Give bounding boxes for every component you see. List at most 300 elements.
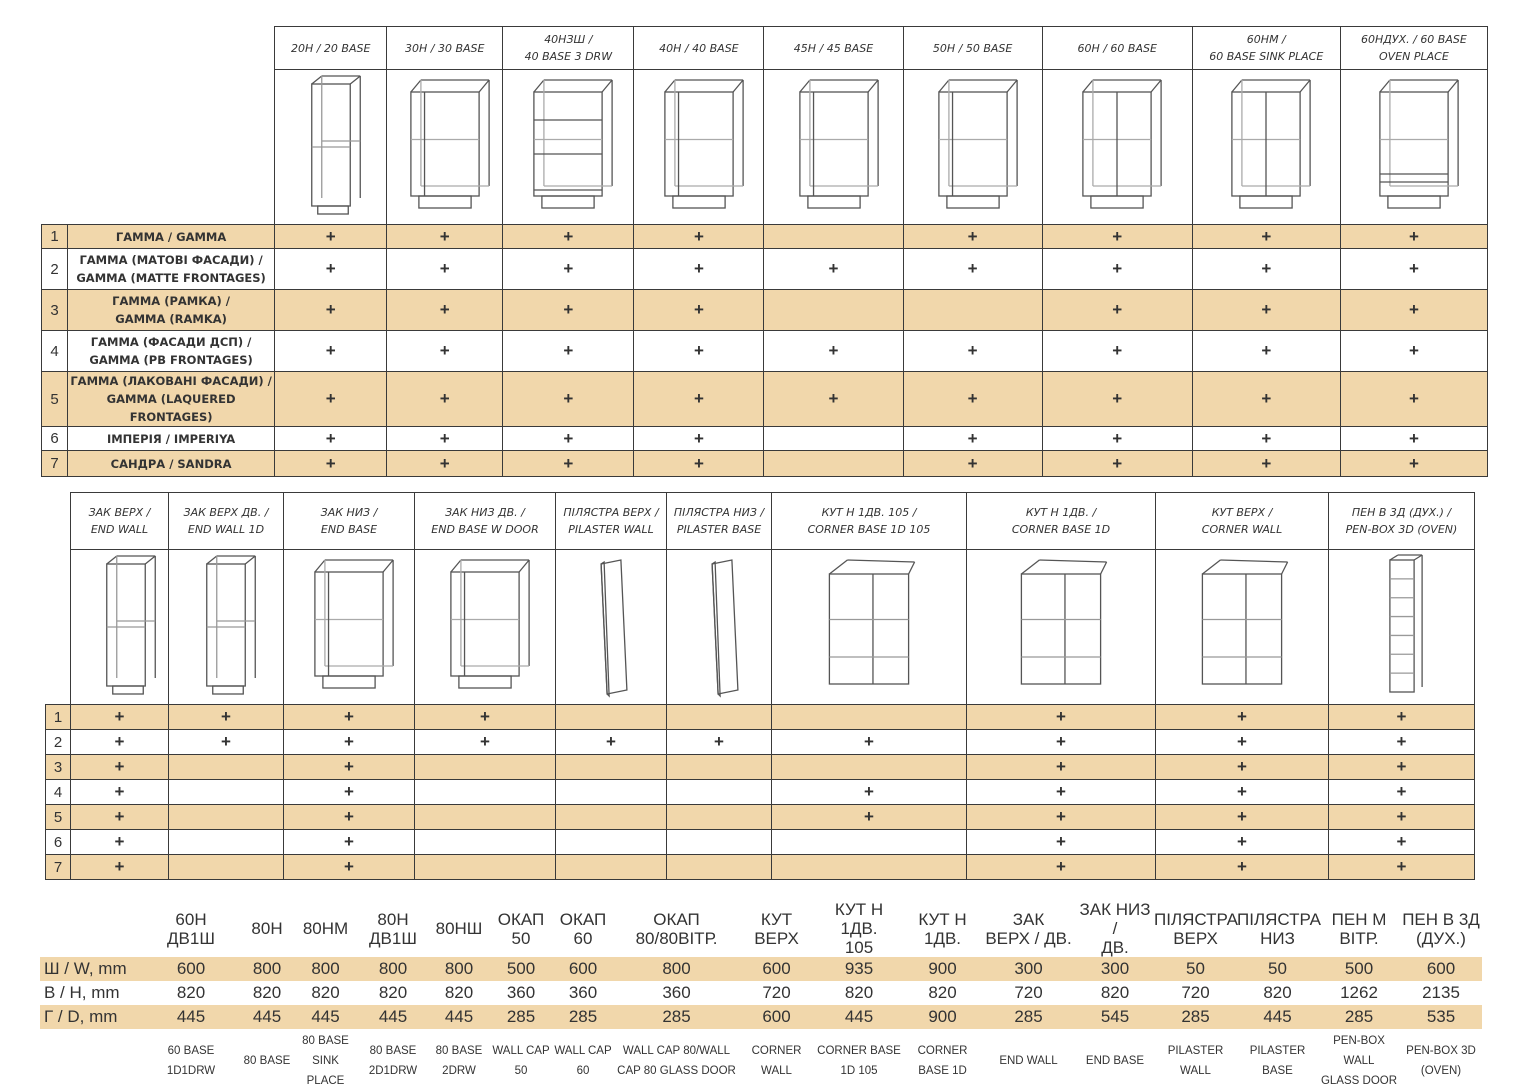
dimension-value: 720: [1181, 983, 1210, 1002]
dimension-footer-label: CORNER BASE 1D: [917, 1045, 968, 1077]
dimension-row: [40, 981, 1482, 1005]
column-header: [556, 493, 667, 550]
availability-mark: +: [71, 855, 169, 880]
column-header: [503, 27, 634, 70]
availability-mark: +: [903, 451, 1042, 477]
dimension-value: 900: [904, 1005, 981, 1029]
dimension-value: 445: [141, 1005, 241, 1029]
availability-mark: +: [1156, 830, 1329, 855]
dimension-value: 600: [739, 1005, 814, 1029]
availability-mark: +: [967, 830, 1156, 855]
availability-mark: +: [284, 805, 415, 830]
table-row: [46, 855, 1475, 880]
column-header: [634, 27, 764, 70]
availability-mark: +: [556, 730, 667, 755]
availability-mark: [667, 705, 772, 730]
dimension-value: 50: [1237, 957, 1318, 981]
availability-mark: [772, 855, 967, 880]
availability-mark: +: [764, 331, 903, 372]
column-header: [275, 27, 387, 70]
collection-name: ІМПЕРІЯ / IMPERIYA: [68, 427, 275, 451]
dimension-footer-label: 60 BASE 1D1DRW: [166, 1045, 216, 1077]
dimension-footer-label: CORNER WALL: [751, 1045, 802, 1077]
column-header-label: ЗАК ВЕРХ ДВ. / END WALL 1D: [183, 506, 269, 536]
dimension-footer-row: [40, 1029, 1482, 1091]
dimension-value: 545: [1076, 1005, 1154, 1029]
availability-mark: +: [1042, 290, 1192, 331]
availability-mark: +: [903, 331, 1042, 372]
dimension-value: 445: [241, 1005, 293, 1029]
availability-mark: +: [967, 730, 1156, 755]
availability-mark: +: [772, 805, 967, 830]
dimension-value: 600: [1400, 957, 1482, 981]
availability-mark: +: [1329, 780, 1475, 805]
double-door-base-cabinet-icon: [1042, 70, 1192, 225]
column-header: [71, 493, 169, 550]
bottom-image-row: [46, 550, 1475, 705]
availability-mark: [903, 290, 1042, 331]
availability-mark: [764, 225, 903, 249]
table-row: [42, 249, 1488, 290]
availability-mark: +: [284, 705, 415, 730]
availability-mark: +: [1340, 290, 1487, 331]
dimension-footer-label: END BASE: [1085, 1055, 1145, 1067]
availability-mark: +: [634, 249, 764, 290]
dimension-value: 500: [490, 957, 552, 981]
dimension-footer-label: END WALL: [999, 1055, 1058, 1067]
column-header-label: ПЕН В 3Д (ДУХ.) / PEN-BOX 3D (OVEN): [1345, 506, 1458, 536]
availability-mark: +: [967, 855, 1156, 880]
dimension-value: 285: [1154, 1005, 1237, 1029]
row-number: 7: [42, 451, 68, 477]
availability-mark: +: [967, 705, 1156, 730]
availability-mark: +: [772, 730, 967, 755]
dimension-value: 935: [814, 957, 904, 981]
availability-mark: +: [1192, 451, 1340, 477]
availability-mark: +: [1156, 755, 1329, 780]
row-number: 7: [46, 855, 71, 880]
table-row: [46, 780, 1475, 805]
availability-mark: +: [1340, 451, 1487, 477]
column-header-label: 45Н / 45 BASE: [793, 41, 874, 55]
dimension-value: 2135: [1422, 983, 1460, 1002]
availability-mark: +: [503, 372, 634, 427]
availability-mark: +: [634, 451, 764, 477]
pilaster-base-icon: [667, 550, 772, 705]
availability-mark: +: [71, 755, 169, 780]
availability-mark: +: [1340, 427, 1487, 451]
dimension-value: 360: [662, 983, 691, 1002]
availability-mark: [764, 290, 903, 331]
dimension-column-header: ПІЛЯСТРА ВЕРХ: [1154, 909, 1239, 948]
dimension-footer-label: 80 BASE 2DRW: [435, 1045, 483, 1077]
dimension-value: 820: [444, 983, 474, 1002]
column-header-label: 20Н / 20 BASE: [290, 41, 371, 55]
dimension-value: 535: [1400, 1005, 1482, 1029]
dimension-value: 285: [981, 1005, 1076, 1029]
column-header: [169, 493, 284, 550]
table-row: [42, 290, 1488, 331]
dimension-row-label: В / H, mm: [44, 983, 120, 1002]
availability-mark: +: [967, 805, 1156, 830]
availability-mark: [667, 830, 772, 855]
column-header-label: 60НМ / 60 BASE SINK PLACE: [1209, 33, 1324, 63]
dimension-column-header: 80Н: [251, 919, 283, 938]
corner-base-105-icon: [772, 550, 967, 705]
availability-mark: +: [275, 290, 387, 331]
column-header-label: ЗАК ВЕРХ / END WALL: [88, 506, 151, 536]
dimension-column-header: КУТ Н 1ДВ. 105: [834, 900, 884, 957]
availability-mark: +: [1042, 372, 1192, 427]
availability-mark: [556, 780, 667, 805]
availability-mark: +: [387, 427, 503, 451]
dimension-value: 800: [614, 957, 739, 981]
dimension-value: 800: [241, 957, 293, 981]
end-base-door-icon: [415, 550, 556, 705]
availability-mark: +: [71, 805, 169, 830]
availability-mark: +: [903, 249, 1042, 290]
availability-mark: +: [415, 730, 556, 755]
dimension-value: 600: [141, 957, 241, 981]
dimension-column-header: ОКАП 80/80ВІТР.: [635, 909, 718, 948]
availability-mark: +: [503, 331, 634, 372]
availability-mark: +: [1192, 427, 1340, 451]
column-header: [764, 27, 903, 70]
dimension-column-header: ЗАК ВЕРХ / ДВ.: [985, 909, 1072, 948]
column-header: [667, 493, 772, 550]
column-header-label: КУТ ВЕРХ / CORNER WALL: [1201, 506, 1283, 536]
three-drawer-base-cabinet-icon: [503, 70, 634, 225]
availability-mark: [169, 780, 284, 805]
table-row: [42, 331, 1488, 372]
bottom-compatibility-table: [45, 492, 1475, 880]
dimension-column-header: ОКАП 50: [497, 909, 545, 948]
availability-mark: +: [503, 225, 634, 249]
dimension-value: 820: [252, 983, 282, 1002]
dimension-footer-label: PILASTER BASE: [1249, 1045, 1306, 1077]
table-row: [42, 225, 1488, 249]
column-header-label: ЗАК НИЗ ДВ. / END BASE W DOOR: [431, 506, 539, 536]
availability-mark: +: [387, 290, 503, 331]
dimension-value: 800: [293, 957, 358, 981]
column-header: [415, 493, 556, 550]
row-number: 4: [42, 331, 68, 372]
availability-mark: +: [1156, 805, 1329, 830]
dimension-column-header: ПЕН М ВІТР.: [1331, 909, 1387, 948]
availability-mark: +: [284, 780, 415, 805]
sink-base-cabinet-icon: [1192, 70, 1340, 225]
availability-mark: [772, 705, 967, 730]
oven-base-cabinet-icon: [1340, 70, 1487, 225]
dimension-column-header: КУТ Н 1ДВ.: [918, 909, 967, 948]
availability-mark: +: [71, 705, 169, 730]
dimensions-header-row: [40, 900, 1482, 957]
dimension-value: 285: [490, 1005, 552, 1029]
dimension-column-header: 80Н ДВ1Ш: [369, 909, 417, 948]
availability-mark: +: [1329, 705, 1475, 730]
availability-mark: [667, 855, 772, 880]
dimension-row: [40, 1005, 1482, 1029]
column-header-label: ПІЛЯСТРА ВЕРХ / PILASTER WALL: [563, 506, 659, 536]
availability-mark: [667, 780, 772, 805]
dimension-value: 820: [1100, 983, 1130, 1002]
dimension-value: 900: [904, 957, 981, 981]
table-row: [42, 427, 1488, 451]
availability-mark: +: [415, 705, 556, 730]
availability-mark: +: [169, 730, 284, 755]
availability-mark: +: [1156, 705, 1329, 730]
single-door-base-cabinet-icon: [903, 70, 1042, 225]
availability-mark: +: [169, 705, 284, 730]
availability-mark: +: [1156, 855, 1329, 880]
availability-mark: +: [1042, 225, 1192, 249]
column-header-label: КУТ Н 1ДВ. / CORNER BASE 1D: [1011, 506, 1111, 536]
availability-mark: [169, 855, 284, 880]
dimension-column-header: 60Н ДВ1Ш: [167, 909, 215, 948]
dimension-value: 285: [552, 1005, 614, 1029]
column-header: [387, 27, 503, 70]
dimension-value: 445: [814, 1005, 904, 1029]
table-row: [46, 805, 1475, 830]
table-row: [46, 830, 1475, 855]
end-wall-door-icon: [169, 550, 284, 705]
availability-mark: +: [1042, 249, 1192, 290]
availability-mark: +: [764, 372, 903, 427]
availability-mark: +: [634, 372, 764, 427]
dimension-value: 820: [311, 983, 340, 1002]
row-number: 5: [46, 805, 71, 830]
availability-mark: +: [503, 290, 634, 331]
availability-mark: +: [1192, 249, 1340, 290]
availability-mark: +: [503, 451, 634, 477]
dimension-value: 360: [506, 983, 536, 1002]
dimension-value: 820: [176, 983, 206, 1002]
dimension-footer-label: PEN-BOX 3D (OVEN): [1406, 1045, 1476, 1077]
availability-mark: [556, 705, 667, 730]
availability-mark: +: [284, 755, 415, 780]
dimension-value: 720: [1014, 983, 1043, 1002]
dimension-column-header: ОКАП 60: [559, 909, 607, 948]
dimension-column-header: ЗАК НИЗ / ДВ.: [1079, 900, 1151, 957]
row-number: 6: [42, 427, 68, 451]
dimension-value: 445: [293, 1005, 358, 1029]
availability-mark: [169, 830, 284, 855]
column-header-label: 60Н / 60 BASE: [1077, 41, 1157, 55]
availability-mark: +: [1329, 830, 1475, 855]
column-header-label: 40НЗШ / 40 BASE 3 DRW: [524, 33, 613, 63]
dimension-footer-label: 80 BASE: [243, 1055, 291, 1067]
collection-name: ГАММА (ЛАКОВАНІ ФАСАДИ) / GAMMA (LAQUERED FRONTAGES): [68, 372, 275, 427]
dimension-footer-label: WALL CAP 80/WALL CAP 80 GLASS DOOR: [617, 1045, 736, 1077]
availability-mark: +: [71, 730, 169, 755]
dimension-row-label: Ш / W, mm: [40, 957, 141, 981]
availability-mark: +: [1192, 331, 1340, 372]
collection-name: ГАММА (ФАСАДИ ДСП) / GAMMA (PB FRONTAGES): [68, 331, 275, 372]
column-header: [284, 493, 415, 550]
corner-base-icon: [967, 550, 1156, 705]
availability-mark: +: [1156, 730, 1329, 755]
dimensions-table: [40, 900, 1482, 1091]
availability-mark: +: [1042, 427, 1192, 451]
availability-mark: +: [1329, 855, 1475, 880]
dimension-value: 1262: [1340, 983, 1378, 1002]
availability-mark: [764, 427, 903, 451]
row-number: 2: [46, 730, 71, 755]
dimension-value: 445: [428, 1005, 490, 1029]
availability-mark: [415, 755, 556, 780]
availability-mark: +: [275, 331, 387, 372]
availability-mark: +: [1329, 730, 1475, 755]
availability-mark: +: [387, 249, 503, 290]
dimension-footer-label: PEN-BOX WALL GLASS DOOR: [1320, 1035, 1398, 1087]
column-header: [1329, 493, 1475, 550]
single-door-base-cabinet-icon: [387, 70, 503, 225]
table-row: [46, 755, 1475, 780]
availability-mark: +: [1340, 372, 1487, 427]
availability-mark: [415, 855, 556, 880]
dimension-footer-label: CORNER BASE 1D 105: [817, 1045, 901, 1077]
column-header: [772, 493, 967, 550]
column-header-label: 40Н / 40 BASE: [659, 41, 739, 55]
availability-mark: [169, 755, 284, 780]
availability-mark: +: [1192, 372, 1340, 427]
dimension-value: 445: [358, 1005, 428, 1029]
column-header-label: 60НДУХ. / 60 BASE OVEN PLACE: [1361, 33, 1467, 63]
availability-mark: +: [1192, 225, 1340, 249]
dimension-footer-label: 80 BASE 2D1DRW: [368, 1045, 418, 1077]
row-number: 3: [42, 290, 68, 331]
availability-mark: [772, 830, 967, 855]
availability-mark: +: [275, 427, 387, 451]
column-header: [967, 493, 1156, 550]
availability-mark: +: [275, 225, 387, 249]
availability-mark: +: [1156, 780, 1329, 805]
availability-mark: +: [1192, 290, 1340, 331]
column-header: [903, 27, 1042, 70]
column-header: [1192, 27, 1340, 70]
dimension-column-header: ПІЛЯСТРА НИЗ: [1237, 909, 1322, 948]
availability-mark: +: [387, 451, 503, 477]
dimension-row: [40, 957, 1482, 981]
availability-mark: +: [967, 780, 1156, 805]
dimension-value: 720: [762, 983, 791, 1002]
availability-mark: +: [284, 730, 415, 755]
dimension-row-label: Г / D, mm: [40, 1005, 141, 1029]
availability-mark: +: [634, 225, 764, 249]
dimension-column-header: 80НШ: [435, 919, 483, 938]
table-row: [46, 730, 1475, 755]
dimension-value: 300: [1076, 957, 1154, 981]
availability-mark: [556, 805, 667, 830]
availability-mark: +: [71, 780, 169, 805]
availability-mark: +: [1340, 331, 1487, 372]
availability-mark: [772, 755, 967, 780]
corner-wall-icon: [1156, 550, 1329, 705]
table-row: [42, 451, 1488, 477]
collection-name: САНДРА / SANDRA: [68, 451, 275, 477]
dimension-value: 600: [552, 957, 614, 981]
availability-mark: +: [634, 290, 764, 331]
top-header-row: [42, 27, 1488, 70]
availability-mark: +: [503, 249, 634, 290]
dimension-column-header: 80НМ: [302, 919, 349, 938]
availability-mark: +: [1042, 331, 1192, 372]
pilaster-wall-icon: [556, 550, 667, 705]
availability-mark: +: [1329, 755, 1475, 780]
row-number: 4: [46, 780, 71, 805]
availability-mark: +: [275, 249, 387, 290]
dimension-value: 50: [1154, 957, 1237, 981]
dimension-value: 445: [1237, 1005, 1318, 1029]
availability-mark: +: [667, 730, 772, 755]
availability-mark: [415, 780, 556, 805]
dimension-value: 820: [378, 983, 408, 1002]
availability-mark: [667, 755, 772, 780]
column-header-label: 50Н / 50 BASE: [932, 41, 1013, 55]
availability-mark: +: [1329, 805, 1475, 830]
dimension-value: 820: [844, 983, 874, 1002]
single-door-base-cabinet-icon: [764, 70, 903, 225]
top-image-row: [42, 70, 1488, 225]
availability-mark: [667, 805, 772, 830]
availability-mark: +: [1340, 249, 1487, 290]
availability-mark: [556, 755, 667, 780]
availability-mark: +: [903, 225, 1042, 249]
column-header-label: КУТ Н 1ДВ. 105 / CORNER BASE 1D 105: [807, 506, 931, 536]
availability-mark: +: [284, 855, 415, 880]
dimension-value: 500: [1318, 957, 1400, 981]
availability-mark: [556, 830, 667, 855]
availability-mark: +: [967, 755, 1156, 780]
availability-mark: +: [903, 372, 1042, 427]
availability-mark: +: [1042, 451, 1192, 477]
dimension-value: 285: [1318, 1005, 1400, 1029]
dimension-value: 820: [928, 983, 957, 1002]
column-header: [1340, 27, 1487, 70]
availability-mark: +: [903, 427, 1042, 451]
row-number: 3: [46, 755, 71, 780]
availability-mark: [415, 830, 556, 855]
end-base-shelf-icon: [284, 550, 415, 705]
availability-mark: [556, 855, 667, 880]
availability-mark: +: [275, 372, 387, 427]
availability-mark: +: [772, 780, 967, 805]
table-row: [46, 705, 1475, 730]
availability-mark: +: [387, 331, 503, 372]
availability-mark: +: [764, 249, 903, 290]
dimension-footer-label: WALL CAP 50: [492, 1045, 550, 1077]
column-header-label: 30Н / 30 BASE: [405, 41, 485, 55]
availability-mark: [764, 451, 903, 477]
blank-cell: [40, 1029, 141, 1091]
dimension-footer-label: 80 BASE SINK PLACE: [302, 1035, 349, 1087]
top-compatibility-table: [41, 26, 1488, 477]
availability-mark: +: [284, 830, 415, 855]
availability-mark: +: [634, 427, 764, 451]
table-row: [42, 372, 1488, 427]
collection-name: ГАММА / GAMMA: [68, 225, 275, 249]
availability-mark: +: [634, 331, 764, 372]
column-header: [1042, 27, 1192, 70]
availability-mark: +: [503, 427, 634, 451]
availability-mark: +: [71, 830, 169, 855]
dimension-column-header: КУТ ВЕРХ: [754, 909, 799, 948]
availability-mark: +: [1340, 225, 1487, 249]
row-number: 2: [42, 249, 68, 290]
row-number: 1: [42, 225, 68, 249]
dimension-value: 800: [358, 957, 428, 981]
dimension-footer-label: WALL CAP 60: [554, 1045, 612, 1077]
